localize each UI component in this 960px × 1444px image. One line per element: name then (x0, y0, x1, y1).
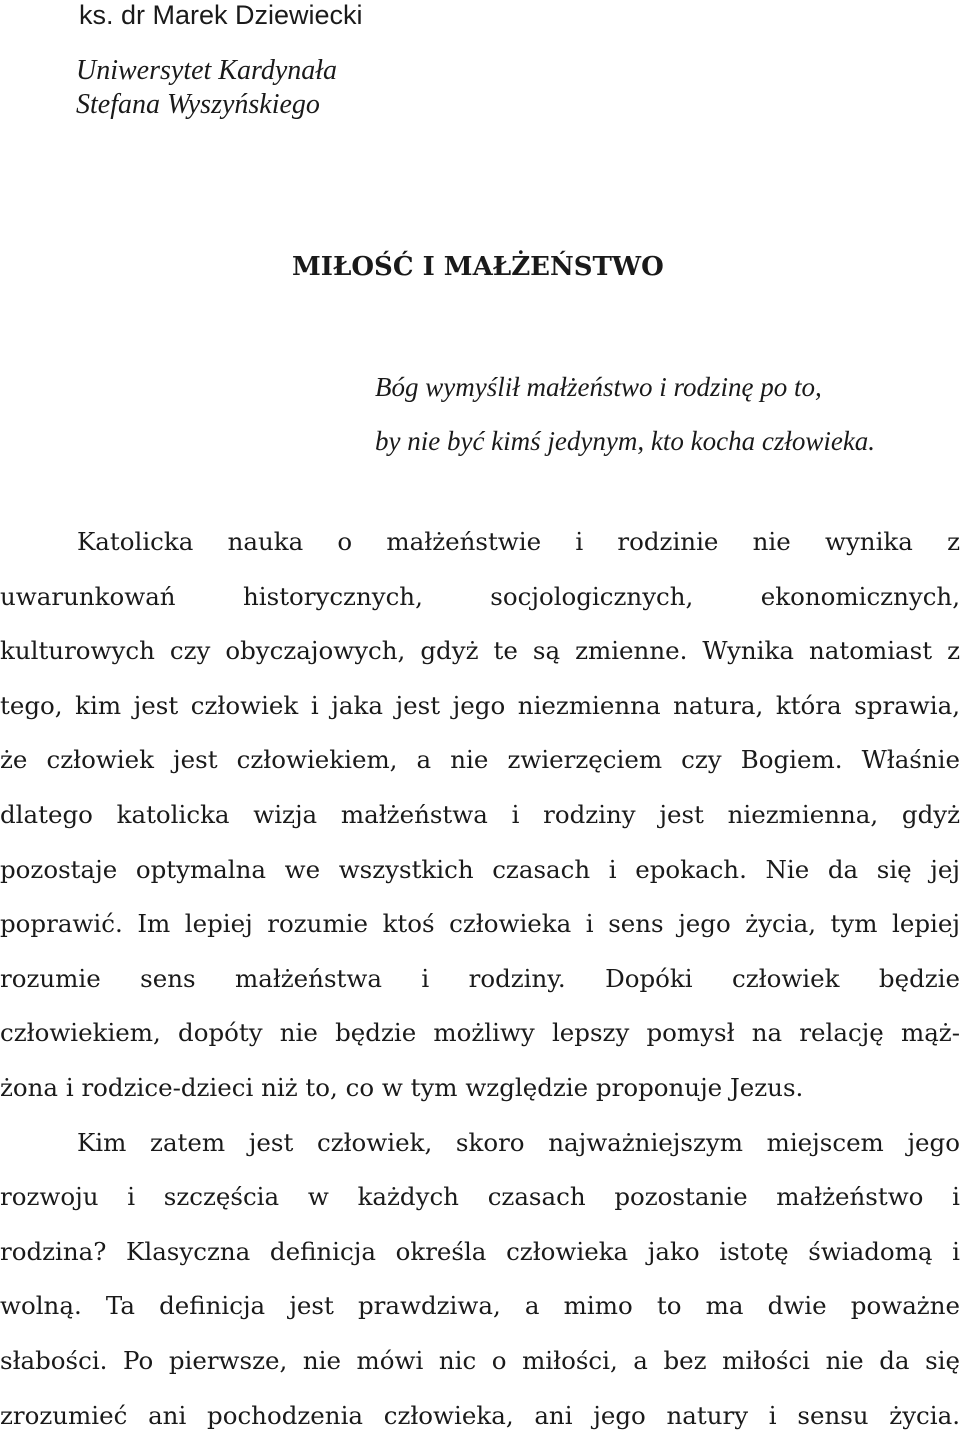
text-line: rozumie sens małżeństwa i rodziny. Dopóki człowiek będzie (0, 963, 960, 993)
text-line: tego, kim jest człowiek i jaka jest jego niezmienna natura, która sprawia, (0, 690, 960, 720)
text-line: poprawić. Im lepiej rozumie ktoś człowieka i sens jego życia, tym lepiej (0, 909, 960, 939)
motto-line-1: Bóg wymyślił małżeństwo i rodzinę po to, (375, 372, 822, 402)
text-line: dlatego katolicka wizja małżeństwa i rodziny jest niezmienna, gdyż (0, 799, 960, 829)
text-line: Katolicka nauka o małżeństwie i rodzinie nie wynika z (77, 527, 960, 556)
affiliation-line-2: Stefana Wyszyńskiego (76, 89, 320, 120)
affiliation-line-1: Uniwersytet Kardynała (76, 55, 338, 86)
text-line: wolną. Ta definicja jest prawdziwa, a mimo to ma dwie poważne (0, 1291, 960, 1321)
author-affiliation (76, 54, 337, 122)
text-line: żona i rodzice-dzieci niż to, co w tym względzie proponuje Jezus. (0, 1072, 804, 1102)
text-line: rodzina? Klasyczna definicja określa człowieka jako istotę świadomą i (0, 1236, 960, 1266)
author-name: ks. dr Marek Dziewiecki (79, 0, 363, 30)
text-line: że człowiek jest człowiekiem, a nie zwierzęciem czy Bogiem. Właśnie (0, 745, 960, 775)
motto-line-2: by nie być kimś jedynym, kto kocha człowieka. (375, 426, 876, 456)
text-line: słabości. Po pierwsze, nie mówi nic o miłości, a bez miłości nie da się (0, 1345, 960, 1375)
text-line: uwarunkowań historycznych, socjologicznych, ekonomicznych, (0, 581, 960, 611)
paragraph-1 (0, 515, 960, 1116)
text-line: kulturowych czy obyczajowych, gdyż te są zmienne. Wynika natomiast z (0, 636, 960, 666)
paragraph-2 (0, 1116, 960, 1444)
text-line: zrozumieć ani pochodzenia człowieka, ani jego natury i sensu życia. (0, 1400, 960, 1430)
document-title: MIŁOŚĆ I MAŁŻEŃSTWO (292, 252, 664, 282)
text-line: Kim zatem jest człowiek, skoro najważniejszym miejscem jego (77, 1127, 960, 1157)
body-text (0, 515, 960, 1443)
text-line: pozostaje optymalna we wszystkich czasach i epokach. Nie da się jej (0, 854, 960, 884)
motto-quote (375, 360, 875, 468)
text-line: rozwoju i szczęścia w każdych czasach pozostanie małżeństwo i (0, 1182, 960, 1212)
text-line: człowiekiem, dopóty nie będzie możliwy lepszy pomysł na relację mąż- (0, 1018, 960, 1048)
